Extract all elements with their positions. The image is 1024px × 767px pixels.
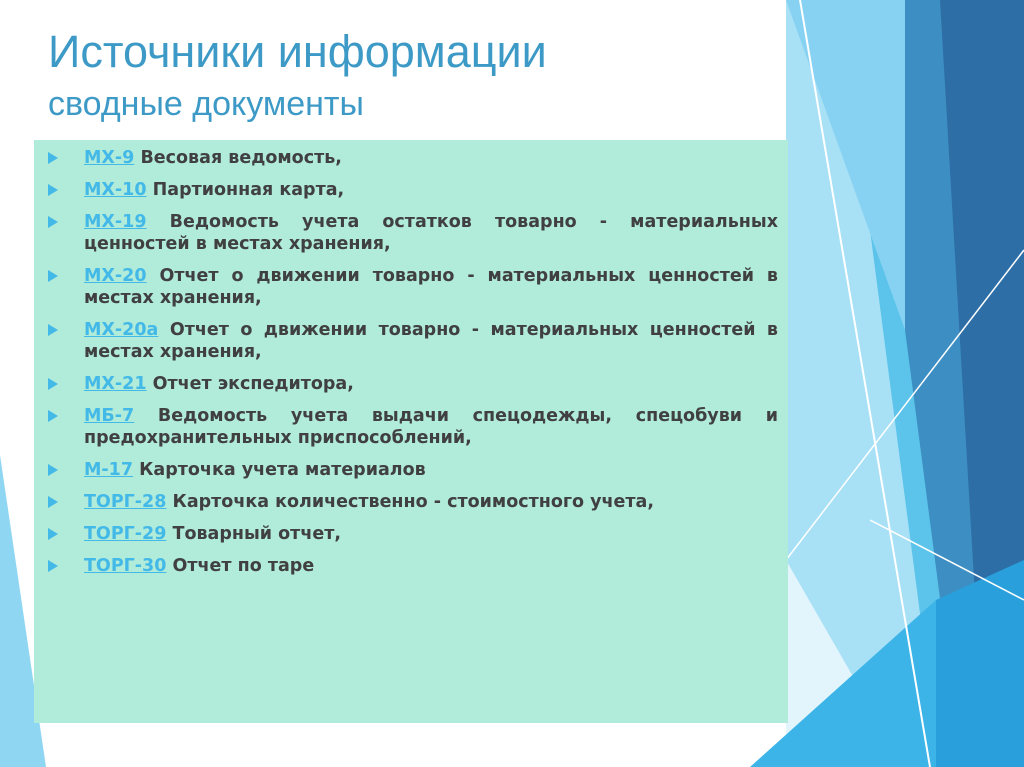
triangle-bullet-icon xyxy=(48,496,58,508)
slide-title: Источники информации xyxy=(48,26,547,77)
triangle-bullet-icon xyxy=(48,464,58,476)
form-code-link[interactable]: МХ-20 xyxy=(84,266,147,286)
list-item xyxy=(48,319,778,363)
list-item xyxy=(48,523,778,545)
triangle-bullet-icon xyxy=(48,560,58,572)
item-description: Товарный отчет, xyxy=(172,524,341,544)
triangle-bullet-icon xyxy=(48,378,58,390)
form-code-link[interactable]: ТОРГ-30 xyxy=(84,556,167,576)
documents-list xyxy=(48,147,778,577)
list-item xyxy=(48,459,778,481)
form-code-link[interactable]: ТОРГ-28 xyxy=(84,492,167,512)
form-code-link[interactable]: МХ-19 xyxy=(84,212,147,232)
content-panel xyxy=(34,140,788,723)
item-description: Отчет экспедитора, xyxy=(152,374,354,394)
form-code-link[interactable]: МХ-21 xyxy=(84,374,147,394)
item-description: Весовая ведомость, xyxy=(140,148,342,168)
item-description: Отчет о движении товарно - материальных ценностей в местах хранения, xyxy=(84,320,778,362)
triangle-bullet-icon xyxy=(48,270,58,282)
item-description: Ведомость учета выдачи спецодежды, спецобуви и предохранительных приспособлений, xyxy=(84,406,779,448)
triangle-bullet-icon xyxy=(48,324,58,336)
slide-subtitle: сводные документы xyxy=(48,85,364,123)
item-description: Карточка учета материалов xyxy=(139,460,426,480)
list-item xyxy=(48,211,778,255)
list-item xyxy=(48,373,778,395)
list-item xyxy=(48,555,778,577)
form-code-link[interactable]: МХ-10 xyxy=(84,180,147,200)
list-item xyxy=(48,265,778,309)
form-code-link[interactable]: МБ-7 xyxy=(84,406,135,426)
item-description: Карточка количественно - стоимостного учета, xyxy=(172,492,654,512)
item-description: Отчет о движении товарно - материальных ценностей в местах хранения, xyxy=(84,266,778,308)
list-item xyxy=(48,491,778,513)
item-description: Партионная карта, xyxy=(152,180,345,200)
list-item xyxy=(48,405,778,449)
list-item xyxy=(48,179,778,201)
list-item xyxy=(48,147,778,169)
triangle-bullet-icon xyxy=(48,152,58,164)
item-description: Ведомость учета остатков товарно - материальных ценностей в местах хранения, xyxy=(84,212,778,254)
triangle-bullet-icon xyxy=(48,216,58,228)
form-code-link[interactable]: М-17 xyxy=(84,460,134,480)
triangle-bullet-icon xyxy=(48,528,58,540)
triangle-bullet-icon xyxy=(48,410,58,422)
form-code-link[interactable]: МХ-9 xyxy=(84,148,135,168)
triangle-bullet-icon xyxy=(48,184,58,196)
item-description: Отчет по таре xyxy=(172,556,315,576)
form-code-link[interactable]: МХ-20а xyxy=(84,320,159,340)
form-code-link[interactable]: ТОРГ-29 xyxy=(84,524,167,544)
